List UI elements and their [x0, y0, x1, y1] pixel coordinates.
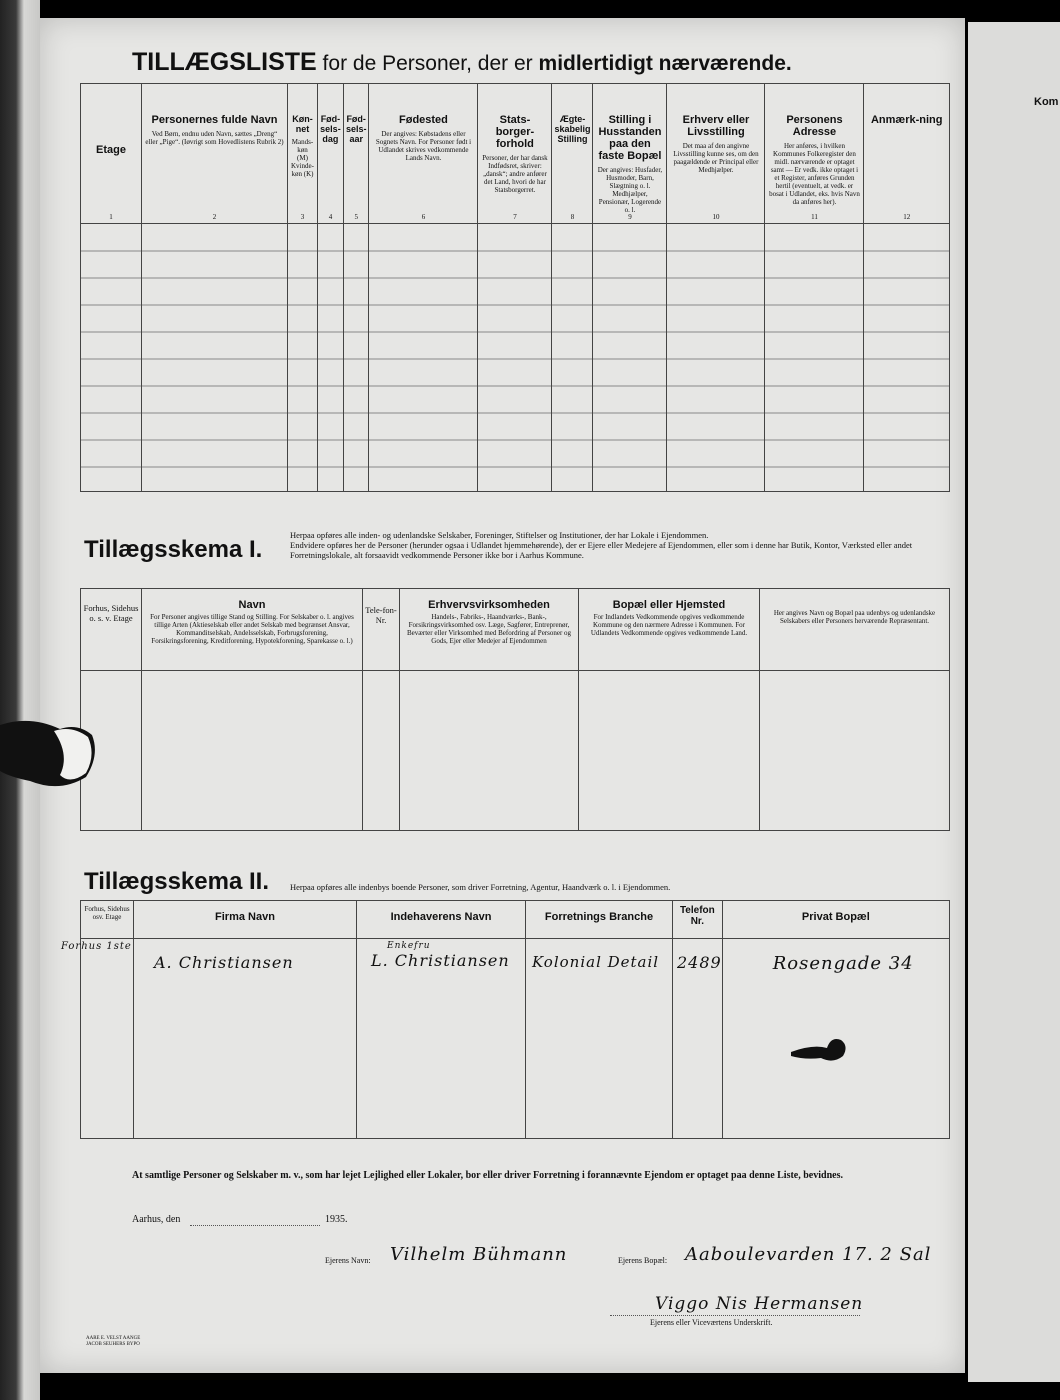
skema1-col-repraesentant: Her angives Navn og Bopæl paa udenbys og udenlandske Selskabers eller Personers herværende Repræsentant.: [760, 589, 950, 671]
skema1-title: Tillægsskema I.: [84, 536, 263, 563]
table-header-row: [81, 84, 950, 224]
col-4-heading: Fød-sels-dag: [320, 114, 341, 144]
title-rest: for de Personer, der er: [316, 52, 539, 75]
place-label: Aarhus, den: [132, 1214, 181, 1225]
col-7-number: 7: [513, 213, 517, 221]
skema1-table: [80, 588, 950, 831]
date-line: [190, 1225, 320, 1227]
skema1-col-etage: Forhus, Sidehus o. s. v. Etage: [81, 589, 142, 671]
entry-branche: Kolonial Detail: [532, 953, 660, 971]
skema2-col-etage: Forhus, Sidehus osv. Etage: [81, 901, 134, 939]
col-5-number: 5: [354, 213, 358, 221]
col-8-number: 8: [570, 213, 575, 221]
entry-etage: Forhus 1ste: [61, 941, 132, 952]
skema1-body-row: [81, 671, 950, 831]
col-3: [288, 84, 318, 224]
skema1-intro-1: Herpaa opføres alle inden- og udenlandske Selskaber, Foreninger, Stiftelser og Institutioner, der har Lokale i Ejendommen.: [290, 530, 709, 540]
col-4: [317, 84, 343, 224]
col-3-number: 3: [300, 213, 305, 221]
col-6: [369, 84, 478, 224]
col-7: [478, 84, 552, 224]
col-1-number: 1: [109, 213, 113, 221]
table-body-row: [81, 224, 950, 492]
skema2-intro: Herpaa opføres alle indenbys boende Personer, som driver Forretning, Agentur, Haandværk o. l. i Ejendommen.: [290, 882, 671, 892]
skema2-col-indehaver: Indehaverens Navn: [357, 901, 526, 939]
col-3-heading: Køn-net: [292, 114, 313, 134]
col-7-heading: Stats-borger-forhold: [495, 114, 535, 150]
owner-name-signature: Vilhelm Bühmann: [390, 1244, 568, 1265]
declaration-text: At samtlige Personer og Selskaber m. v., som har lejet Lejlighed eller Lokaler, bor eller driver Forretning i forannævnte Ejendom er optaget paa denne Liste, bevidnes.: [132, 1170, 843, 1181]
entry-indehaver: L. Christiansen: [371, 951, 510, 970]
skema1-intro: [290, 530, 950, 560]
col-8-heading: Ægte-skabelig Stilling: [554, 114, 591, 144]
entry-indehaver-note: Enkefru: [387, 941, 431, 951]
owner-address-handwritten: Aaboulevarden 17. 2 Sal: [685, 1244, 932, 1265]
caretaker-signature: Viggo Nis Hermansen: [655, 1294, 864, 1314]
col-10: [667, 84, 765, 224]
col-6-note: Der angives: Købstadens eller Sognets Navn. For Personer født i Udlandet skrives vedkommende Lands Navn.: [375, 130, 472, 162]
skema2-entry-row: [81, 939, 950, 1139]
col-6-number: 6: [421, 213, 426, 221]
entry-bopael: Rosengade 34: [772, 953, 914, 974]
skema1-col-telefon: Tele-fon-Nr.: [363, 589, 400, 671]
col-12: [864, 84, 950, 224]
skema2-col-branche: Forretnings Branche: [526, 901, 673, 939]
col-4-number: 4: [328, 213, 333, 221]
col-9: [593, 84, 667, 224]
col-10-number: 10: [712, 213, 720, 221]
col-9-note: Der angives: Husfader, Husmoder, Barn, Slægtning o. l. Medhjælper, Pensionær, Logerende o. l.: [597, 166, 663, 214]
col-1: [81, 84, 142, 224]
signature-line: [610, 1315, 860, 1317]
tillaegsliste-table: [80, 83, 950, 492]
skema1-col-navn: Navn For Personer angives tillige Stand og Stilling. For Selskaber o. l. angives tillige Arten (Aktieselskab eller andet Selskab med begrænset Ansvar, Kommanditselskab, Andelsselskab, Forbrugsforening, Forsikringsforening, Kreditforening, Hypotekforening, Sparekasse o. l.): [142, 589, 363, 671]
col-11-heading: Personens Adresse: [786, 114, 843, 138]
signature-label: Ejerens eller Viceværtens Underskrift.: [650, 1318, 773, 1327]
page-title: [132, 48, 792, 77]
entry-firma: A. Christiansen: [154, 953, 294, 972]
printer-mark: AARE E. VELST AANGE JACOB SEUHERS BYPO: [86, 1336, 141, 1347]
col-11-number: 11: [811, 213, 818, 221]
book-spine: [0, 0, 40, 1400]
skema2-col-telefon: Telefon Nr.: [673, 901, 723, 939]
skema1-col-erhverv: Erhvervsvirksomheden Handels-, Fabriks-, Haandværks-, Bank-, Forsikringsvirksomhed osv. Læge, Sagfører, Entreprenør, Beværter eller Virksomhed med Befordring af Personer og Gods, Ejer eller Medejer af Ejendommen: [400, 589, 579, 671]
col-9-number: 9: [628, 213, 632, 221]
col-2: [142, 84, 288, 224]
thumb: [0, 715, 100, 795]
col-2-heading: Personernes fulde Navn: [151, 114, 278, 126]
col-9-heading: Stilling i Husstanden paa den faste Bopæl: [598, 114, 662, 162]
skema2-col-firma: Firma Navn: [134, 901, 357, 939]
ink-blot: [783, 1030, 863, 1070]
form-page: [40, 18, 965, 1373]
entry-telefon: 2489: [677, 953, 722, 972]
owner-address-label: Ejerens Bopæl:: [618, 1256, 668, 1265]
col-7-note: Personer, der har dansk Indfødsret, skriver: „dansk“; andre anfører det Land, hvori de har Statsborgerret.: [482, 154, 548, 194]
col-2-number: 2: [212, 213, 217, 221]
skema2-title: Tillægsskema II.: [84, 868, 269, 895]
col-5: [343, 84, 369, 224]
skema1-header-row: [81, 589, 950, 671]
skema2-header-row: [81, 901, 950, 939]
col-10-note: Det maa af den angivne Livsstilling kunne ses, om den paagældende er Principal eller Medhjælper.: [673, 142, 759, 174]
next-page-edge: [968, 22, 1060, 1382]
col-1-heading: Etage: [96, 144, 126, 156]
col-12-heading: Anmærk-ning: [870, 114, 943, 126]
title-main: TILLÆGSLISTE: [132, 48, 317, 76]
col-11-note: Her anføres, i hvilken Kommunes Folkeregister den midl. nærværende er optaget samt — Er vedk. ikke optaget i et Register, anføres Grunden hertil (eventuelt, at vedk. er bosat i Udlandet, eks. hvis Navn da anføres her).: [769, 142, 860, 206]
col-6-heading: Fødested: [399, 114, 448, 126]
skema2-col-bopael: Privat Bopæl: [722, 901, 949, 939]
col-11: [765, 84, 864, 224]
next-page-label: Kom: [1034, 96, 1059, 108]
skema2-table: [61, 900, 950, 1139]
col-10-heading: Erhverv eller Livsstilling: [682, 114, 750, 138]
title-bold: midlertidigt nærværende.: [538, 52, 792, 75]
col-12-number: 12: [903, 213, 911, 221]
skema1-intro-2: Endvidere opføres her de Personer (herunder ogsaa i Udlandet hjemmehørende), der er Ejere eller Medejere af Ejendommen, eller som i denne har Butik, Kontor, Værksted eller andet Forretningslokale, alt forsaavidt vedkommende Personer ikke bor i Aarhus Kommune.: [290, 540, 913, 560]
skema1-col-bopael: Bopæl eller Hjemsted For Indlandets Vedkommende opgives vedkommende Kommune og den nærmere Adresse i Kommunen. For Udlandets Vedkommende opgives vedkommende Land.: [579, 589, 760, 671]
col-3-note: Mands-køn (M) Kvinde-køn (K): [291, 138, 314, 178]
col-5-heading: Fød-sels-aar: [345, 114, 367, 144]
year-label: 1935.: [325, 1214, 348, 1225]
owner-name-label: Ejerens Navn:: [325, 1256, 371, 1265]
col-8: [552, 84, 593, 224]
col-2-note: Ved Børn, endnu uden Navn, sættes „Dreng“ eller „Pige“. (Iøvrigt som Hovedlistens Rubrik 2): [145, 130, 284, 146]
